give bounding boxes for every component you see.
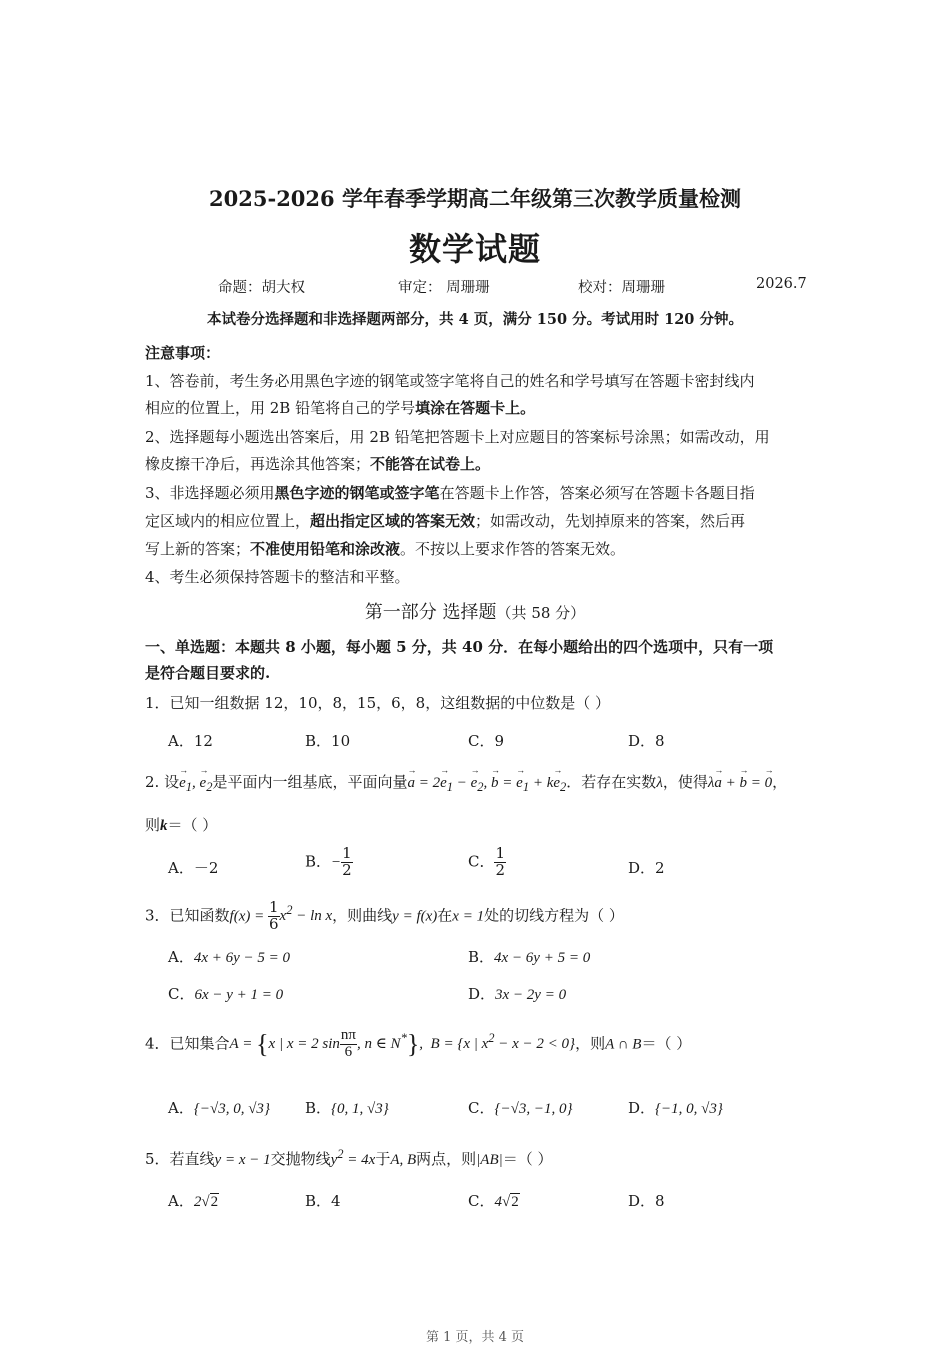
exam-header-title: 2025-2026 学年春季学期高二年级第三次教学质量检测 xyxy=(209,186,741,211)
question-4-option-a: A．{−√3, 0, √3} xyxy=(168,1099,270,1117)
question-4-stem: 4．已知集合A = {x | x = 2 sin $\frac{n\pi}{6}$ , n ∈ N*}, B = {x | $x^2 - x - 2 < 0$}，则A ∩ B＝（ ） xyxy=(145,1027,692,1060)
note-3-line-3: 写上新的答案；不准使用铅笔和涂改液。不按以上要求作答的答案无效。 xyxy=(145,540,626,558)
question-1-option-a: A．12 xyxy=(168,732,213,750)
question-5-option-a: A．2√2 xyxy=(168,1192,219,1210)
proofreader-label: 校对：周珊珊 xyxy=(578,280,665,296)
question-1-option-c: C．9 xyxy=(468,732,505,750)
note-4: 4、考生必须保持答题卡的整洁和平整。 xyxy=(145,568,410,586)
question-5-option-c: C．4√2 xyxy=(468,1192,519,1210)
question-4-option-d: D．{−1, 0, √3} xyxy=(628,1099,723,1117)
exam-date: 2026.7 xyxy=(756,276,807,292)
page-footer: 第 1 页，共 4 页 xyxy=(425,1330,525,1345)
exam-subject-title: 数学试题 xyxy=(408,230,541,268)
part-1-title: 第一部分 选择题（共 58 分） xyxy=(364,602,586,623)
section-1-instructions-line-1: 一、单选题：本题共 8 小题，每小题 5 分，共 40 分．在每小题给出的四个选项中，只有一项 xyxy=(145,638,774,656)
question-5-stem: 5．若直线y = x − 1交抛物线$y^2 = 4x$于A, B两点，则|AB|＝（ ） xyxy=(145,1147,553,1168)
question-1-stem: 1．已知一组数据 12，10，8，15，6，8，这组数据的中位数是（ ） xyxy=(145,694,610,712)
reviewer-label: 审定： 周珊珊 xyxy=(398,280,490,296)
question-2-option-c: C． $\frac{1}{2}$ xyxy=(468,844,506,879)
question-3-option-c: C．6x − y + 1 = 0 xyxy=(168,985,284,1003)
question-2-option-b: B．− $\frac{1}{2}$ xyxy=(305,844,352,879)
question-3-option-d: D．3x − 2y = 0 xyxy=(468,985,567,1003)
question-2-stem-line-1: 2. 设→ $e_1$, → $e_2$是平面内一组基底，平面向量→ $a = 2\to e_1$ − → $e_2$, → b = → $e_1 + k\to e_2$．若存在实数λ，使得λ→ a + → b = → 0， xyxy=(145,771,787,795)
note-3-line-2: 定区域内的相应位置上，超出指定区域的答案无效；如需改动，先划掉原来的答案，然后再 xyxy=(145,512,746,530)
question-2-option-d: D．2 xyxy=(628,859,665,877)
section-1-instructions-line-2: 是符合题目要求的. xyxy=(145,664,271,682)
note-1-line-1: 1、答卷前，考生务必用黑色字迹的钢笔或签字笔将自己的姓名和学号填写在答题卡密封线内 xyxy=(145,372,755,390)
notes-heading: 注意事项： xyxy=(145,344,221,362)
note-2-line-1: 2、选择题每小题选出答案后，用 2B 铅笔把答题卡上对应题目的答案标号涂黑；如需改动，用 xyxy=(145,428,770,446)
note-2-line-2: 橡皮擦干净后，再选涂其他答案；不能答在试卷上。 xyxy=(145,455,491,473)
question-3-stem: 3．已知函数f(x) = $\frac{1}{6}$ $x^2 - \ln x$，则曲线y = f(x)在x = 1处的切线方程为（ ） xyxy=(145,898,624,933)
question-2-stem-line-2: 则k＝（ ） xyxy=(145,816,218,834)
note-3-line-1: 3、非选择题必须用黑色字迹的钢笔或签字笔在答题卡上作答，答案必须写在答题卡各题目指 xyxy=(145,484,755,502)
author-label: 命题：胡大权 xyxy=(218,280,305,296)
question-3-option-a: A．4x + 6y − 5 = 0 xyxy=(168,948,291,966)
question-2-option-a: A．－2 xyxy=(168,859,219,877)
exam-summary: 本试卷分选择题和非选择题两部分，共 4 页，满分 150 分。考试用时 120 分钟。 xyxy=(207,311,743,328)
question-5-option-d: D．8 xyxy=(628,1192,665,1210)
question-5-option-b: B．4 xyxy=(305,1192,341,1210)
question-4-option-c: C．{−√3, −1, 0} xyxy=(468,1099,573,1117)
question-1-option-b: B．10 xyxy=(305,732,351,750)
question-1-option-d: D．8 xyxy=(628,732,665,750)
question-4-option-b: B．{0, 1, √3} xyxy=(305,1099,389,1117)
question-3-option-b: B．4x − 6y + 5 = 0 xyxy=(468,948,591,966)
note-1-line-2: 相应的位置上，用 2B 铅笔将自己的学号填涂在答题卡上。 xyxy=(145,399,536,417)
